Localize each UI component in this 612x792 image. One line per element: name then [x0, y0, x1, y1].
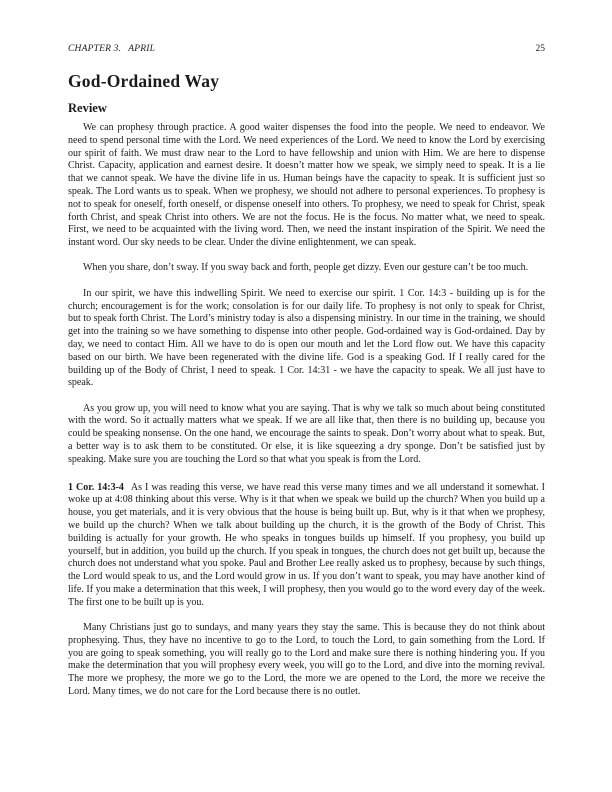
running-header	[68, 44, 545, 55]
chapter-title-mark: APRIL	[128, 44, 156, 54]
running-header-chapter	[68, 44, 155, 55]
chapter-number: CHAPTER 3.	[68, 44, 122, 54]
paragraph-review-1: We can prophesy through practice. A good waiter dispenses the food into the people. We need to endeavor. We need to spend personal time with the Lord. We need experiences of the Lord. We need to know the Lord by exercising our spirit of faith. We must draw near to the Lord to have fellowship and union with Him. We are here to dispense Christ. Capacity, application and earnest desire. It doesn’t matter how we speak, we simply need to speak. It is a lie that we cannot speak. We have the divine life in us. Human beings have the capacity to speak. It is sufficient just so speak. The Lord wants us to speak. When we prophesy, we should not adhere to personal experiences. To prophesy is not to speak for oneself, forth oneself, or dispense oneself into others. To prophesy, we need to speak for Christ, speak forth Christ, and speak Christ into others. We are not the focus. He is the focus. No matter what, we need to speak. First, we need to be acquainted with the living word. Then, we need the instant inspiration of the Spirit. We need the instant word. Our sky needs to be clear. Under the divine enlightenment, we can speak.	[68, 122, 545, 249]
paragraph-review-4: As you grow up, you will need to know what you are saying. That is why we talk so much about being constituted with the word. So it actually matters what we speak. If we are all like that, then there is no building up, because you could be speaking nonsense. On the one hand, we encourage the saints to speak. Don’t worry about what to speak. But, a better way is to ask them to be constituted. Or else, it is like squeezing a dry sponge. Don’t be satisfied just by speaking. Make sure you are touching the Lord so that what you speak is from the Lord.	[68, 402, 545, 465]
paragraph-verse-commentary	[68, 482, 545, 610]
paragraph-review-3: In our spirit, we have this indwelling Spirit. We need to exercise our spirit. 1 Cor. 14:3 - building up is for the church; encouragement is for the work; consolation is for our daily life. To prophesy is not only to speak for Christ, but to speak forth Christ. The Lord’s ministry today is also a dispensing ministry. In our time in the training, we should get into the training so we have something to dispense into other people. God-ordained way is God-ordained. Day by day, we need to contact Him. All we have to do is open our mouth and let the Lord flow out. We have this capacity based on our birth. We have been regenerated with the divine life. God is a speaking God. If I really cared for the building up of the Body of Christ, I need to speak. 1 Cor. 14:31 - we have the capacity to speak. We all just have to speak.	[68, 287, 545, 389]
body-text	[68, 122, 545, 699]
paragraph-review-2: When you share, don’t sway. If you sway back and forth, people get dizzy. Even our gesture can’t be too much.	[83, 262, 529, 274]
verse-reference: 1 Cor. 14:3-4	[68, 481, 124, 493]
section-heading: Review	[68, 101, 107, 115]
verse-commentary-text: As I was reading this verse, we have read this verse many times and we all understand it somewhat. I woke up at 4:08 thinking about this verse. Why is it that when we speak we build up the church? When you build up a house, you get materials, and it is very obvious that the house is being built up. But, why is it that when we prophesy, we build up the church? When we talk about building up the church, it is the growth of the Body of Christ. This building is actually for your growth. He who speaks in tongues builds up himself. If you prophesy, you build up yourself, but in addition, you build up the church. If you speak in tongues, the church does not get built up, because the church does not understand what you spoke. Paul and Brother Lee really asked us to prophesy, because by such things, the Lord would speak to us, and the Lord would grow in us. If you don’t want to speak, you may have another kind of life. If you make a determination that this week, I will prophesy, then you would go to the word every day of the week. The first one to be built up is you.	[68, 481, 545, 608]
paragraph-closing: Many Christians just go to sundays, and many years they stay the same. This is because they do not think about prophesying. Thus, they have no incentive to go to the Lord, to touch the Lord, to gain something from the Lord. If you are going to speak something, you will really go to the Lord and make sure there is nothing hindering you. If you make the determination that you will prophesy every week, you will go to the Lord, and dive into the morning revival. The more we prophesy, the more we go to the Lord, the more we are opened to the Lord, the more we receive the Lord. Many times, we do not care for the Lord because there is no outlet.	[68, 622, 545, 698]
page-title: God-Ordained Way	[68, 71, 220, 91]
page-number: 25	[535, 44, 545, 54]
